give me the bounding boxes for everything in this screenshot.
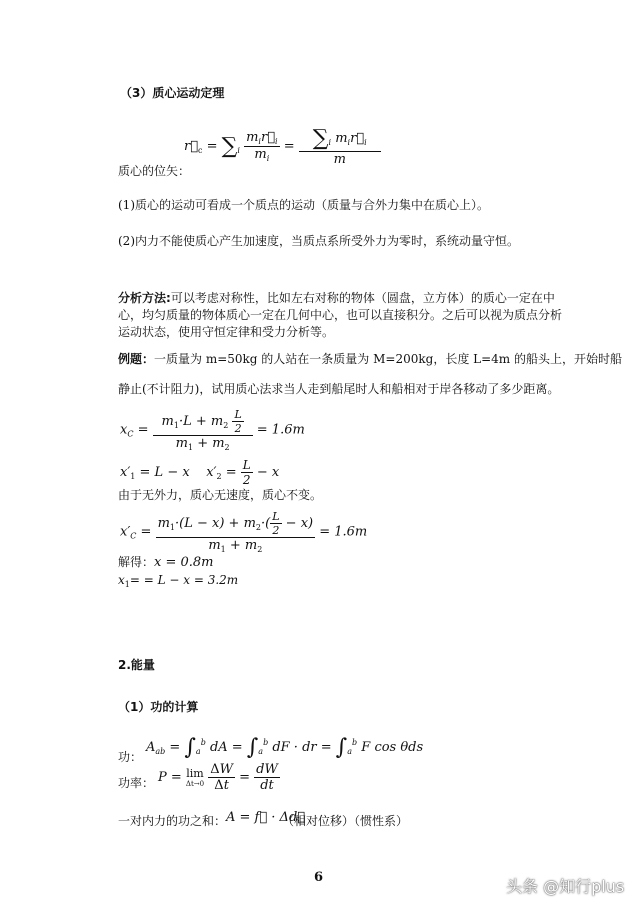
analysis-line-2: 心，均匀质量的物体质心一定在几何中心，也可以直接积分。之后可以视为质点分析 xyxy=(118,308,563,322)
solve-label: 解得： xyxy=(118,555,155,569)
example-text-1: 一质量为 m=50kg 的人站在一条质量为 M=200kg，长度 L=4m 的船头上，开始时船 xyxy=(154,352,622,366)
work-label: 功： xyxy=(118,750,143,764)
power-formula: P = lim Δt→0 $\frac{\Delta W}{\Delta t}$ = $\frac{dW}{dt}$ xyxy=(158,762,278,793)
example-line-2: 静止(不计阻力)，试用质心法求当人走到船尾时人和船相对于岸各移动了多少距离。 xyxy=(118,382,560,396)
item-2: (2)内力不能使质心产生加速度，当质点系所受外力为零时，系统动量守恒。 xyxy=(118,234,520,248)
analysis-label: 分析方法: xyxy=(118,291,171,305)
work-formula: $A_{ab} = \int_a^b$ dA = $\int_a^b$ dF · dr = $\int_a^b$ F cos θds xyxy=(146,735,424,760)
analysis-text-1: 可以考虑对称性，比如左右对称的物体（圆盘，立方体）的质心一定在中 xyxy=(170,291,555,305)
watermark: 头条 @知行plus xyxy=(506,877,625,896)
work-subheading: （1）功的计算 xyxy=(118,700,199,714)
xc-formula: $x_C$ = $m_1\cdot L + m_2$ $\frac{L}{2}$ $m_1 + m_2$ = 1.6m xyxy=(120,408,305,452)
section-heading: （3）质心运动定理 xyxy=(120,86,225,100)
xc-prime-result: = 1.6m xyxy=(319,524,368,540)
page-number: 6 xyxy=(314,870,324,885)
item-1: (1)质心的运动可看成一个质点的运动（质量与合外力集中在质心上）。 xyxy=(118,198,490,212)
no-force-text: 由于无外力，质心无速度，质心不变。 xyxy=(118,488,323,502)
xc-result: = 1.6m xyxy=(256,422,305,438)
relative-note: （相对位移）（惯性系） xyxy=(282,814,409,828)
x-prime-formulas: $x'_1 = L - x$ $x'_2$ = $\frac{L}{2}$ − x xyxy=(120,458,280,487)
internal-formula: A = f⃗ · Δd⃗ xyxy=(226,810,306,825)
example-label: 例题： xyxy=(118,352,155,366)
analysis-line-1 xyxy=(118,289,555,307)
solve-line xyxy=(118,553,214,572)
xc-prime-formula: $x'_C$ = $m_1\cdot(L - x) + m_2\cdot$( $\frac{L}{2}$ − x) $m_1 + m_2$ = 1.6m xyxy=(120,510,368,554)
x1-line: $x_1= = L - x = 3.2m$ xyxy=(118,573,239,589)
example-line-1 xyxy=(118,350,622,368)
x-value: x = 0.8m xyxy=(154,555,214,570)
power-label: 功率： xyxy=(118,776,155,790)
position-label: 质心的位矢： xyxy=(118,164,191,178)
internal-label: 一对内力的功之和： xyxy=(118,814,227,828)
centroid-formula: $r⃗_c = \sum_i$ $\frac{m_ir⃗_i}{m_i}$ = $\frac{\sum_i m_ir⃗_i}{m}$ xyxy=(184,126,381,167)
x1-value: = L − x = 3.2m xyxy=(143,573,239,587)
energy-heading: 2.能量 xyxy=(118,658,155,672)
analysis-line-3: 运动状态，使用守恒定律和受力分析等。 xyxy=(118,325,335,339)
